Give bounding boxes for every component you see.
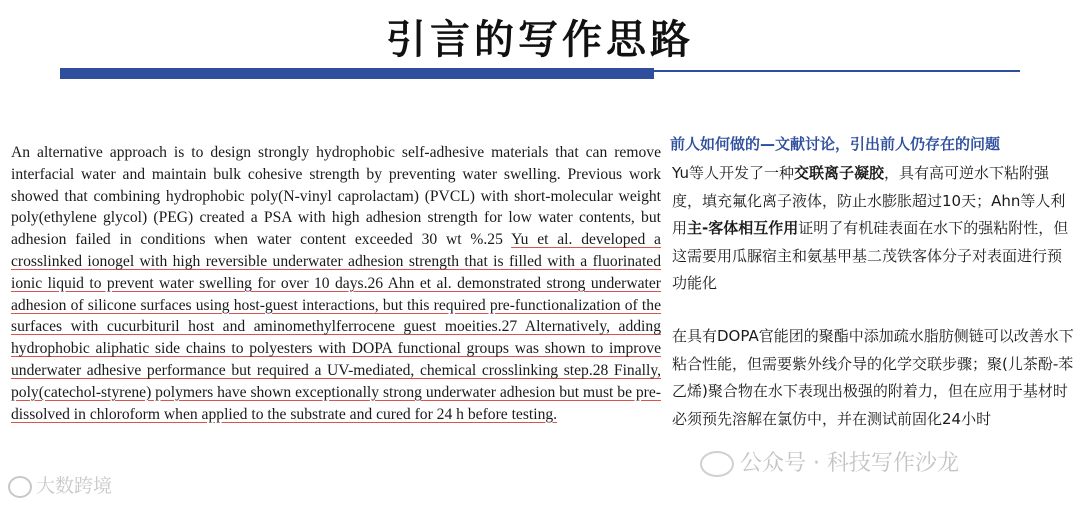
english-text-plain: An alternative approach is to design strongly hydrophobic self-adhesive materials that can remove interfacial water and maintain bulk cohesive strength by preventing water swelling. Previous work showed that combining hydrophobic poly(N-vinyl caprolactam) (PVCL) with short-molecular weight poly(ethylene glycol) (PEG) created a PSA with high adhesion strength for low water contents, but adhesion failed in conditions when water content exceeded 30 wt %.25 [11,144,661,249]
title-divider-bar [60,68,654,79]
title-divider-line [654,70,1020,72]
page-title: 引言的写作思路 [386,17,694,63]
watermark-left-text: 大数跨境 [36,475,113,497]
english-text-underlined: Yu et al. developed a crosslinked ionogel with high reversible underwater adhesion strength that is filled with a fluorinated ionic liquid to prevent water swelling for over 10 days.26 Ahn et al. demonstrated strong underwater adhesion of silicone surfaces using host-guest interactions, but this required pre-functionalization of the surfaces with cucurbituril host and aminomethylferrocene guest moeities.27 Alternatively, adding hydrophobic aliphatic side chains to polyesters with DOPA functional groups was shown to improve underwater adhesive performance but required a UV-mediated, chemical crosslinking step.28 Finally, poly(catechol-styrene) polymers have shown exceptionally strong underwater adhesion but must be pre-dissolved in chloroform when applied to the substrate and cured for 24 h before testing. [11,231,661,423]
chinese-heading: 前人如何做的—文献讨论，引出前人仍存在的问题 [670,135,1001,153]
brand-logo-icon [8,476,32,498]
english-excerpt [11,142,661,425]
watermark-left [8,471,112,498]
watermark-right [700,446,959,477]
chinese-paragraph-1 [672,160,1074,298]
cn-p1-text-a: Yu等人开发了一种 [672,164,794,182]
cn-p1-text-e: 证明了有机硅表面在水下的强粘附性，但这需要用瓜脲宿主和氨基甲基二茂铁客体分子对表面进行预功能化 [672,219,1069,292]
watermark-right-text: 公众号 · 科技写作沙龙 [740,451,959,476]
cn-p1-bold-host-guest: 主-客体相互作用 [687,219,799,237]
cn-p1-bold-ionogel: 交联离子凝胶 [793,164,884,182]
chinese-paragraph-2: 在具有DOPA官能团的聚酯中添加疏水脂肪侧链可以改善水下粘合性能，但需要紫外线介导的化学交联步骤；聚(儿茶酚-苯乙烯)聚合物在水下表现出极强的附着力，但在应用于基材时必须预先溶解在氯仿中，并在测试前固化24小时 [672,327,1074,428]
wechat-icon [700,451,734,477]
cn-p1-text-c: ，具有高可逆水下粘附强度，填充氟化离子液体，防止水膨胀超过10天；Ahn等人利用 [672,164,1066,237]
